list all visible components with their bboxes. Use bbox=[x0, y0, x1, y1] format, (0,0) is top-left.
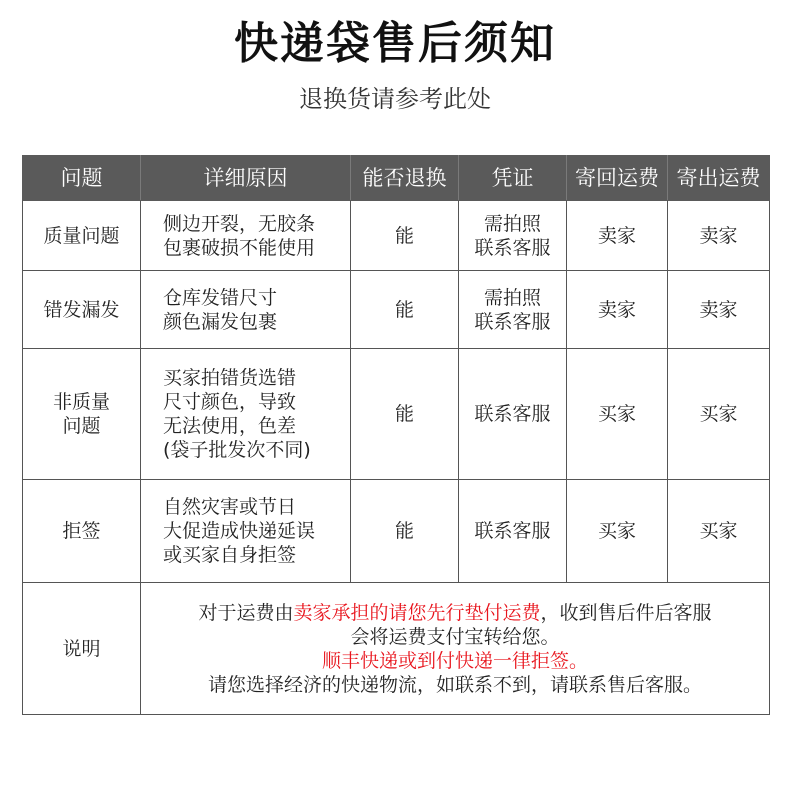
after-sales-table bbox=[22, 155, 770, 715]
header-detail: 详细原因 bbox=[141, 156, 351, 201]
explain-line-4: 请您选择经济的快递物流，如联系不到，请联系售后客服。 bbox=[207, 673, 702, 696]
page-subtitle: 退换货请参考此处 bbox=[299, 85, 491, 113]
cell-returnable: 能 bbox=[351, 271, 459, 349]
cell-detail: 仓库发错尺寸 颜色漏发包裹 bbox=[141, 271, 351, 349]
cell-proof: 需拍照 联系客服 bbox=[459, 201, 567, 271]
cell-send-fee: 买家 bbox=[668, 349, 770, 480]
cell-return-fee: 卖家 bbox=[567, 271, 668, 349]
header-returnable: 能否退换 bbox=[351, 156, 459, 201]
cell-send-fee: 买家 bbox=[668, 480, 770, 583]
explain-line-1: 对于运费由卖家承担的请您先行垫付运费，收到售后件后客服 bbox=[198, 601, 712, 624]
cell-proof: 需拍照 联系客服 bbox=[459, 271, 567, 349]
explain-row bbox=[23, 583, 770, 715]
header-issue: 问题 bbox=[23, 156, 141, 201]
cell-return-fee: 卖家 bbox=[567, 201, 668, 271]
table-row bbox=[23, 480, 770, 583]
cell-detail: 侧边开裂，无胶条 包裹破损不能使用 bbox=[141, 201, 351, 271]
cell-detail: 自然灾害或节日 大促造成快递延误 或买家自身拒签 bbox=[141, 480, 351, 583]
cell-returnable: 能 bbox=[351, 201, 459, 271]
cell-return-fee: 买家 bbox=[567, 349, 668, 480]
header-proof: 凭证 bbox=[459, 156, 567, 201]
cell-returnable: 能 bbox=[351, 480, 459, 583]
header-send-fee: 寄出运费 bbox=[668, 156, 770, 201]
cell-returnable: 能 bbox=[351, 349, 459, 480]
cell-send-fee: 卖家 bbox=[668, 271, 770, 349]
cell-return-fee: 买家 bbox=[567, 480, 668, 583]
table-header-row bbox=[23, 156, 770, 201]
explain-label: 说明 bbox=[23, 583, 141, 715]
page-title: 快递袋售后须知 bbox=[234, 18, 556, 69]
cell-detail: 买家拍错货选错 尺寸颜色，导致 无法使用，色差 (袋子批发次不同) bbox=[141, 349, 351, 480]
cell-issue: 非质量 问题 bbox=[23, 349, 141, 480]
table-row bbox=[23, 201, 770, 271]
cell-send-fee: 卖家 bbox=[668, 201, 770, 271]
table-row bbox=[23, 271, 770, 349]
cell-issue: 拒签 bbox=[23, 480, 141, 583]
table-row bbox=[23, 349, 770, 480]
cell-proof: 联系客服 bbox=[459, 349, 567, 480]
explain-line-2: 会将运费支付宝转给您。 bbox=[350, 625, 560, 648]
cell-issue: 错发漏发 bbox=[23, 271, 141, 349]
explain-content bbox=[141, 583, 770, 715]
explain-line-3: 顺丰快递或到付快递一律拒签。 bbox=[321, 649, 588, 672]
cell-proof: 联系客服 bbox=[459, 480, 567, 583]
header-return-fee: 寄回运费 bbox=[567, 156, 668, 201]
cell-issue: 质量问题 bbox=[23, 201, 141, 271]
